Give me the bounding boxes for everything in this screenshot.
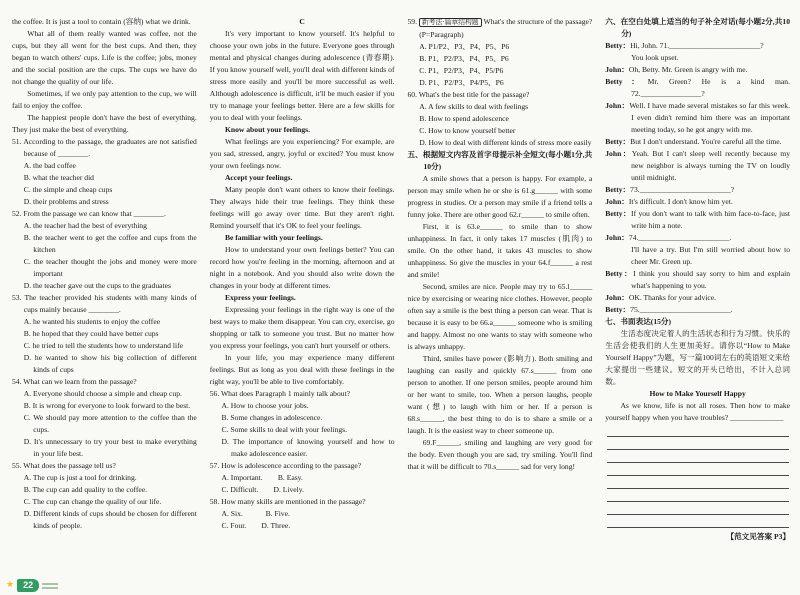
writing-line: [607, 515, 789, 528]
dialogue-line: John：It's difficult. I don't know him yet.: [605, 197, 733, 206]
badge-caption-lines: [42, 583, 58, 589]
answer-option: A. Everyone should choose a simple and cheap cup.: [23, 389, 182, 398]
speaker-name: John：: [605, 101, 630, 110]
passage-paragraph: Many people don't want others to know their feelings. They always hide their true feelings. They think these feelings will go away over time. But they aren't right. Remind yourself that it's OK to feel your feelings.: [209, 185, 395, 230]
section-header: 七、书面表达(15分): [605, 317, 672, 326]
speaker-name: Betty：: [605, 77, 648, 86]
model-essay-note: 【范文见答案 P3】: [726, 532, 790, 541]
speaker-name: John：: [605, 233, 629, 242]
answer-option: B. How to spend adolescence: [419, 114, 509, 123]
section-header: 六、在空白处填上适当的句子补全对话(每小题2分,共10分): [605, 17, 790, 38]
passage-paragraph: What feelings are you experiencing? For example, are you sad, stressed, angry, joyful or excited? You must know your own feelings now.: [209, 137, 395, 170]
speaker-name: Betty：: [605, 269, 634, 278]
passage-subheading: Know about your feelings.: [224, 125, 311, 134]
answer-option: D. the teacher gave out the cups to the graduates: [23, 281, 171, 290]
dialogue-line: Betty：I think you should say sorry to him and explain what's happening to you.: [605, 269, 790, 290]
dialogue-line: John：OK. Thanks for your advice.: [605, 293, 717, 302]
answer-option: A. the bad coffee: [23, 161, 76, 170]
answer-option: A. the teacher had the best of everything: [23, 221, 147, 230]
passage-paragraph: First, it is 63.e______ to smile than to show unhappiness. In fact, it only takes 17 muscles (肌肉) to smile. On the other hand, it takes 43 muscles to show unhappiness. So give the muscles in your 64.f______ a rest and smile!: [407, 222, 593, 279]
answer-option: A. A few skills to deal with feelings: [419, 102, 529, 111]
answer-option: A. How to choose your jobs.: [221, 401, 309, 410]
answer-option: D. he wanted to show his big collection of different kinds of cups: [23, 353, 197, 374]
question-stem: 51. According to the passage, the graduates are not satisfied because of ________.: [12, 137, 197, 158]
answer-option: B. It is wrong for everyone to look forward to the best.: [23, 401, 191, 410]
dialogue-line: John：Yeah. But I can't sleep well recently because my new neighbor is always turning the TV on loudly until midnight.: [605, 149, 790, 182]
answer-option: B. P1、P2/P3、P4、P5、P6: [419, 54, 509, 63]
writing-line: [607, 450, 789, 463]
speaker-name: John：: [605, 65, 629, 74]
speaker-name: Betty：: [605, 305, 631, 314]
passage-paragraph: Sometimes, if we only pay attention to the cup, we will fail to enjoy the coffee.: [12, 89, 197, 110]
page-number-badge: [6, 579, 58, 592]
answer-option: B. the teacher went to get the coffee and cups from the kitchen: [23, 233, 197, 254]
passage-subheading: Be familiar with your feelings.: [224, 233, 323, 242]
answer-option: D. It's unnecessary to try your best to make everything in your life best.: [23, 437, 197, 458]
passage-paragraph: A smile shows that a person is happy. For example, a person may smile when he or she is 61.g______ with some progress in studies. Or a person may smile if a friend tells a funny joke. There are other good 62.r______ to smile often.: [407, 174, 593, 219]
answer-option: B. he hoped that they could have better cups: [23, 329, 159, 338]
section-header: 五、根据短文内容及首字母提示补全短文(每小题1分,共10分): [407, 150, 593, 171]
dialogue-line: Betty：If you don't want to talk with him face-to-face, just write him a note.: [605, 209, 790, 230]
writing-line: [607, 463, 789, 476]
dialogue-line: John：Oh, Betty. Mr. Green is angry with me.: [605, 65, 748, 74]
question-stem: 57. How is adolescence according to the passage?: [209, 461, 362, 470]
answer-option: C. P1、P2/P3、P4、P5/P6: [419, 66, 504, 75]
speaker-name: Betty：: [605, 185, 631, 194]
new-method-tag: 新考法·篇章结构题: [419, 18, 482, 27]
passage-paragraph: Third, smiles have power (影响力). Both smiling and laughing can easily and quickly 67.s______ from one person to another. If one person smiles, people around him or her want to smile, too. When a person laughs, people want (想) to laugh with him or her. If a person is 68.s______, the best thing to do is to share a smile or a laugh. It is the easiest way to cheer someone up.: [407, 354, 593, 435]
answer-option: B. The cup can add quality to the coffee.: [23, 485, 148, 494]
page-number: 22: [17, 579, 39, 592]
column-2: [210, 16, 395, 573]
answer-option: A. he wanted his students to enjoy the coffee: [23, 317, 161, 326]
answer-option: C. the simple and cheap cups: [23, 185, 113, 194]
question-stem: 60. What's the best title for the passage?: [407, 90, 530, 99]
column-1: [12, 16, 197, 573]
answer-option: A. The cup is just a tool for drinking.: [23, 473, 137, 482]
answer-option: C. How to know yourself better: [419, 126, 516, 135]
question-stem: 58. How many skills are mentioned in the passage?: [209, 497, 366, 506]
passage-title: How to Make Yourself Happy: [649, 389, 746, 398]
answer-option: C. Difficult. D. Lively.: [221, 485, 304, 494]
answer-option: C. Some skills to deal with your feelings.: [221, 425, 348, 434]
writing-line: [607, 476, 789, 489]
passage-title: C: [299, 17, 305, 26]
question-stem: 52. From the passage we can know that ________.: [12, 209, 166, 218]
dialogue-line: John：Well. I have made several mistakes so far this week. I even didn't remind him there was an important meeting today, so he got angry with me.: [605, 101, 790, 134]
passage-paragraph: The happiest people don't have the best of everything. They just make the best of everything.: [12, 113, 197, 134]
star-icon: ★: [6, 580, 15, 590]
passage-text: the coffee. It is just a tool to contain (容纳) what we drink.: [12, 17, 191, 26]
writing-line: [607, 424, 789, 437]
dialogue-line: Betty：But I don't understand. You're careful all the time.: [605, 137, 782, 146]
passage-subheading: Accept your feelings.: [224, 173, 293, 182]
passage-paragraph: In your life, you may experience many different feelings. But as long as you deal with these feelings in the right way, you'll be able to live comfortably.: [209, 353, 395, 386]
answer-option: C. We should pay more attention to the coffee than the cups.: [23, 413, 197, 434]
writing-line: [607, 502, 789, 515]
question-stem: 59. 新考法·篇章结构题 What's the structure of the passage? (P=Paragraph): [407, 17, 593, 39]
dialogue-line-continuation: I'll have a try. But I'm still worried about how to cheer Mr. Green up.: [631, 245, 790, 266]
passage-paragraph: 69.F______, smiling and laughing are very good for the body. Even though you are sad, try smiling. You'll find that it will be difficult to 70.s______ sad for very long!: [407, 438, 593, 471]
speaker-name: Betty：: [605, 209, 632, 218]
answer-option: A. Six. B. Five.: [221, 509, 290, 518]
question-stem: 53. The teacher provided his students with many kinds of cups mainly because ________.: [12, 293, 197, 314]
dialogue-line: Betty：Mr. Green? He is a kind man. 72.________________?: [605, 77, 790, 98]
speaker-name: Betty：: [605, 41, 631, 50]
speaker-name: John：: [605, 197, 629, 206]
answer-option: D. How to deal with different kinds of stress more easily: [419, 138, 592, 147]
passage-paragraph: How to understand your own feelings better? You can record how you're feeling in the morning, afternoon and at night in a notebook. And you should also write down the changes in your body at different times.: [209, 245, 395, 290]
answer-option: C. he tried to tell the students how to understand life: [23, 341, 183, 350]
passage-paragraph: What all of them really wanted was coffee, not the cups, but they all went for the best cups. And then, they began to watch others' cups. Life is the coffee; jobs, money and the social position are the cups. The cups we have do not change the quality of our life.: [12, 29, 197, 86]
answer-option: B. Some changes in adolescence.: [221, 413, 323, 422]
passage-paragraph: 生活态度决定着人的生活状态和行为习惯。快乐的生活会使我们的人生更加美好。请你以“How to Make Yourself Happy”为题，写一篇100词左右的英语短文来给大家提出一些建议。短文的开头已给出，不计入总词数。: [605, 329, 790, 386]
question-stem: 56. What does Paragraph 1 mainly talk about?: [209, 389, 351, 398]
dialogue-line-continuation: You look upset.: [631, 53, 679, 62]
answer-option: C. the teacher thought the jobs and money were more important: [23, 257, 197, 278]
passage-subheading: Express your feelings.: [224, 293, 296, 302]
passage-paragraph: It's very important to know yourself. It's helpful to choose your own jobs in the future. Everyone goes through mental and physical changes during adolescence (青春期). If you know yourself well, you'll deal with different kinds of stress more easily and you'll be more successful as well. Although adolescence is difficult, it'll be much easier if you try to manage your feelings better. Here are a few skills for you to deal with your feelings.: [209, 29, 395, 122]
dialogue-line: Betty：75.________________________.: [605, 305, 733, 314]
answer-option: D. P1、P2/P3、P4/P5、P6: [419, 78, 504, 87]
speaker-name: John：: [605, 149, 632, 158]
dialogue-line: Betty：Hi, John. 71.________________________?: [605, 41, 764, 50]
passage-paragraph: Second, smiles are nice. People may try to 65.l______ nice by exercising or wearing nice clothes. However, people often say a smile is the best thing a person can wear. That is because it is easy to be 66.a______ someone who is smiling and happy. Almost no one wants to stay with someone who is always unhappy.: [407, 282, 593, 351]
dialogue-line: Betty：73.________________________?: [605, 185, 735, 194]
answer-option: C. Four. D. Three.: [221, 521, 291, 530]
column-4: [605, 16, 790, 573]
writing-line: [607, 489, 789, 502]
passage-paragraph: As we know, life is not all roses. Then how to make yourself happy when you have troubles? ______________: [605, 401, 790, 422]
answer-option: A. Important. B. Easy.: [221, 473, 303, 482]
answer-option: D. The importance of knowing yourself and how to make adolescence easier.: [221, 437, 395, 458]
passage-paragraph: Expressing your feelings in the right way is one of the best ways to make them disappear. You can cry, exercise, go shopping or talk to someone you trust. But no matter how you express your feelings, you can't hurt yourself or others.: [209, 305, 395, 350]
answer-option: C. The cup can change the quality of our life.: [23, 497, 162, 506]
dialogue-line: John：74.________________________.: [605, 233, 732, 242]
answer-option: A. P1/P2、P3、P4、P5、P6: [419, 42, 510, 51]
question-stem: 55. What does the passage tell us?: [12, 461, 116, 470]
question-stem: 54. What can we learn from the passage?: [12, 377, 137, 386]
answer-option: B. what the teacher did: [23, 173, 94, 182]
answer-option: D. their problems and stress: [23, 197, 109, 206]
column-3: [408, 16, 593, 573]
speaker-name: John：: [605, 293, 629, 302]
speaker-name: Betty：: [605, 137, 631, 146]
writing-line: [607, 437, 789, 450]
answer-option: D. Different kinds of cups should be chosen for different kinds of people.: [23, 509, 197, 530]
